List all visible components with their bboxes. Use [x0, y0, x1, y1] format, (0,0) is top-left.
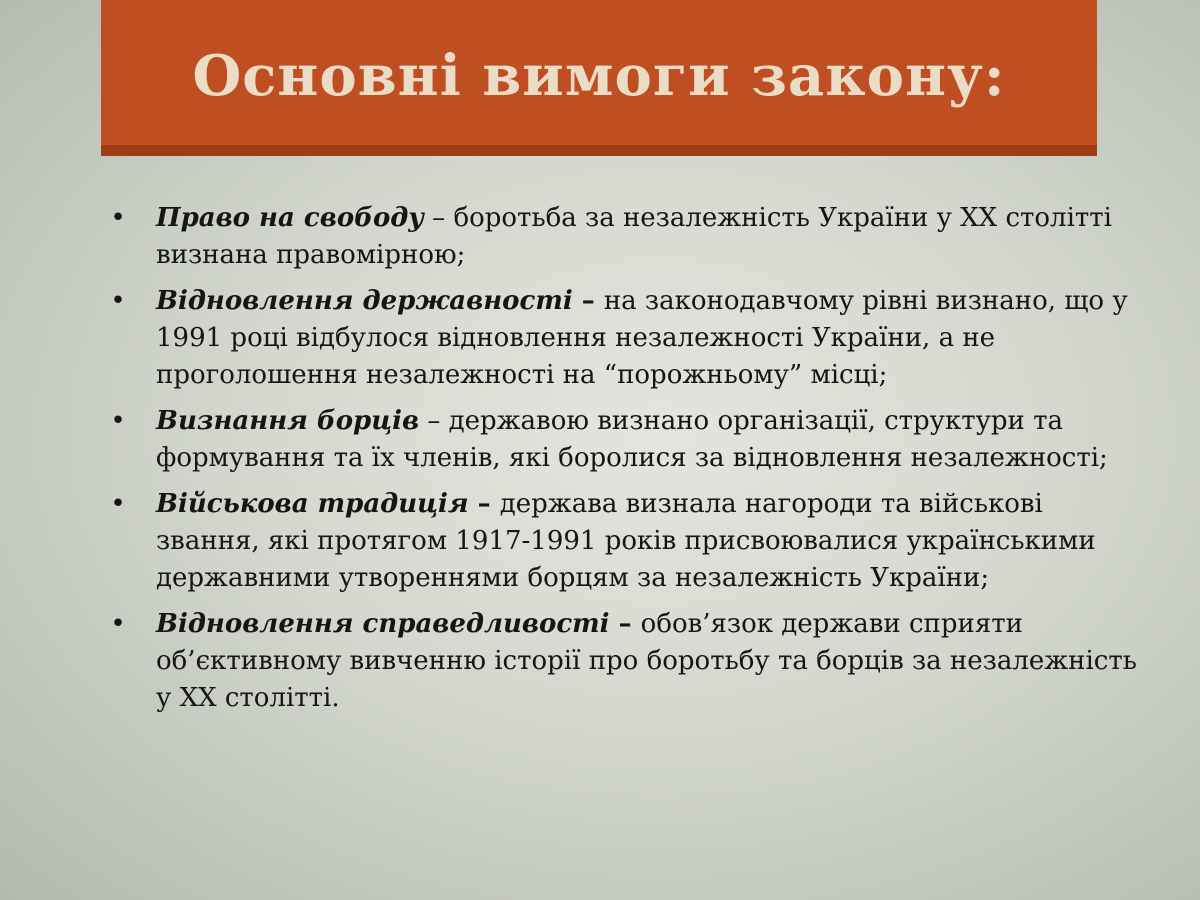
- bullet-term: Право на свободу: [156, 203, 424, 233]
- bullet-term: Військова традиція: [156, 489, 469, 519]
- bullet-dash: –: [609, 609, 641, 639]
- bullet-term: Відновлення справедливості: [156, 609, 610, 639]
- bullet-dash: –: [423, 203, 454, 233]
- slide-title: Основні вимоги закону:: [192, 42, 1006, 109]
- bullet-icon: •: [110, 489, 126, 519]
- bullet-item: [108, 403, 1138, 477]
- bullet-item: [108, 606, 1138, 717]
- bullet-icon: •: [110, 203, 126, 233]
- bullet-dash: –: [572, 286, 604, 316]
- bullet-term: Відновлення державності: [156, 286, 573, 316]
- bullet-icon: •: [110, 286, 126, 316]
- bullet-item: [108, 283, 1138, 394]
- bullet-icon: •: [110, 406, 126, 436]
- bullet-text: на законодавчому рівні визнано, що у 1991 році відбулося відновлення незалежності України, а не проголошення незалежності на “порожньому” місці;: [156, 286, 1128, 390]
- bullet-text: державою визнано організації, структури та формування та їх членів, які боролися за відновлення незалежності;: [156, 406, 1108, 473]
- bullet-dash: –: [419, 406, 449, 436]
- bullet-item: [108, 200, 1138, 274]
- bullet-icon: •: [110, 609, 126, 639]
- title-band: [101, 0, 1097, 156]
- bullet-text: обов’язок держави сприяти об’єктивному вивченню історії про боротьбу та борців за незалежність у ХХ столітті.: [156, 609, 1137, 713]
- bullet-list: [108, 200, 1138, 726]
- bullet-text: боротьба за незалежність України у ХХ столітті визнана правомірною;: [156, 203, 1112, 270]
- bullet-dash: –: [468, 489, 500, 519]
- bullet-text: держава визнала нагороди та військові звання, які протягом 1917-1991 років присвоювалися українськими державними утвореннями борцям за незалежність України;: [156, 489, 1096, 593]
- bullet-item: [108, 486, 1138, 597]
- bullet-term: Визнання борців: [156, 406, 420, 436]
